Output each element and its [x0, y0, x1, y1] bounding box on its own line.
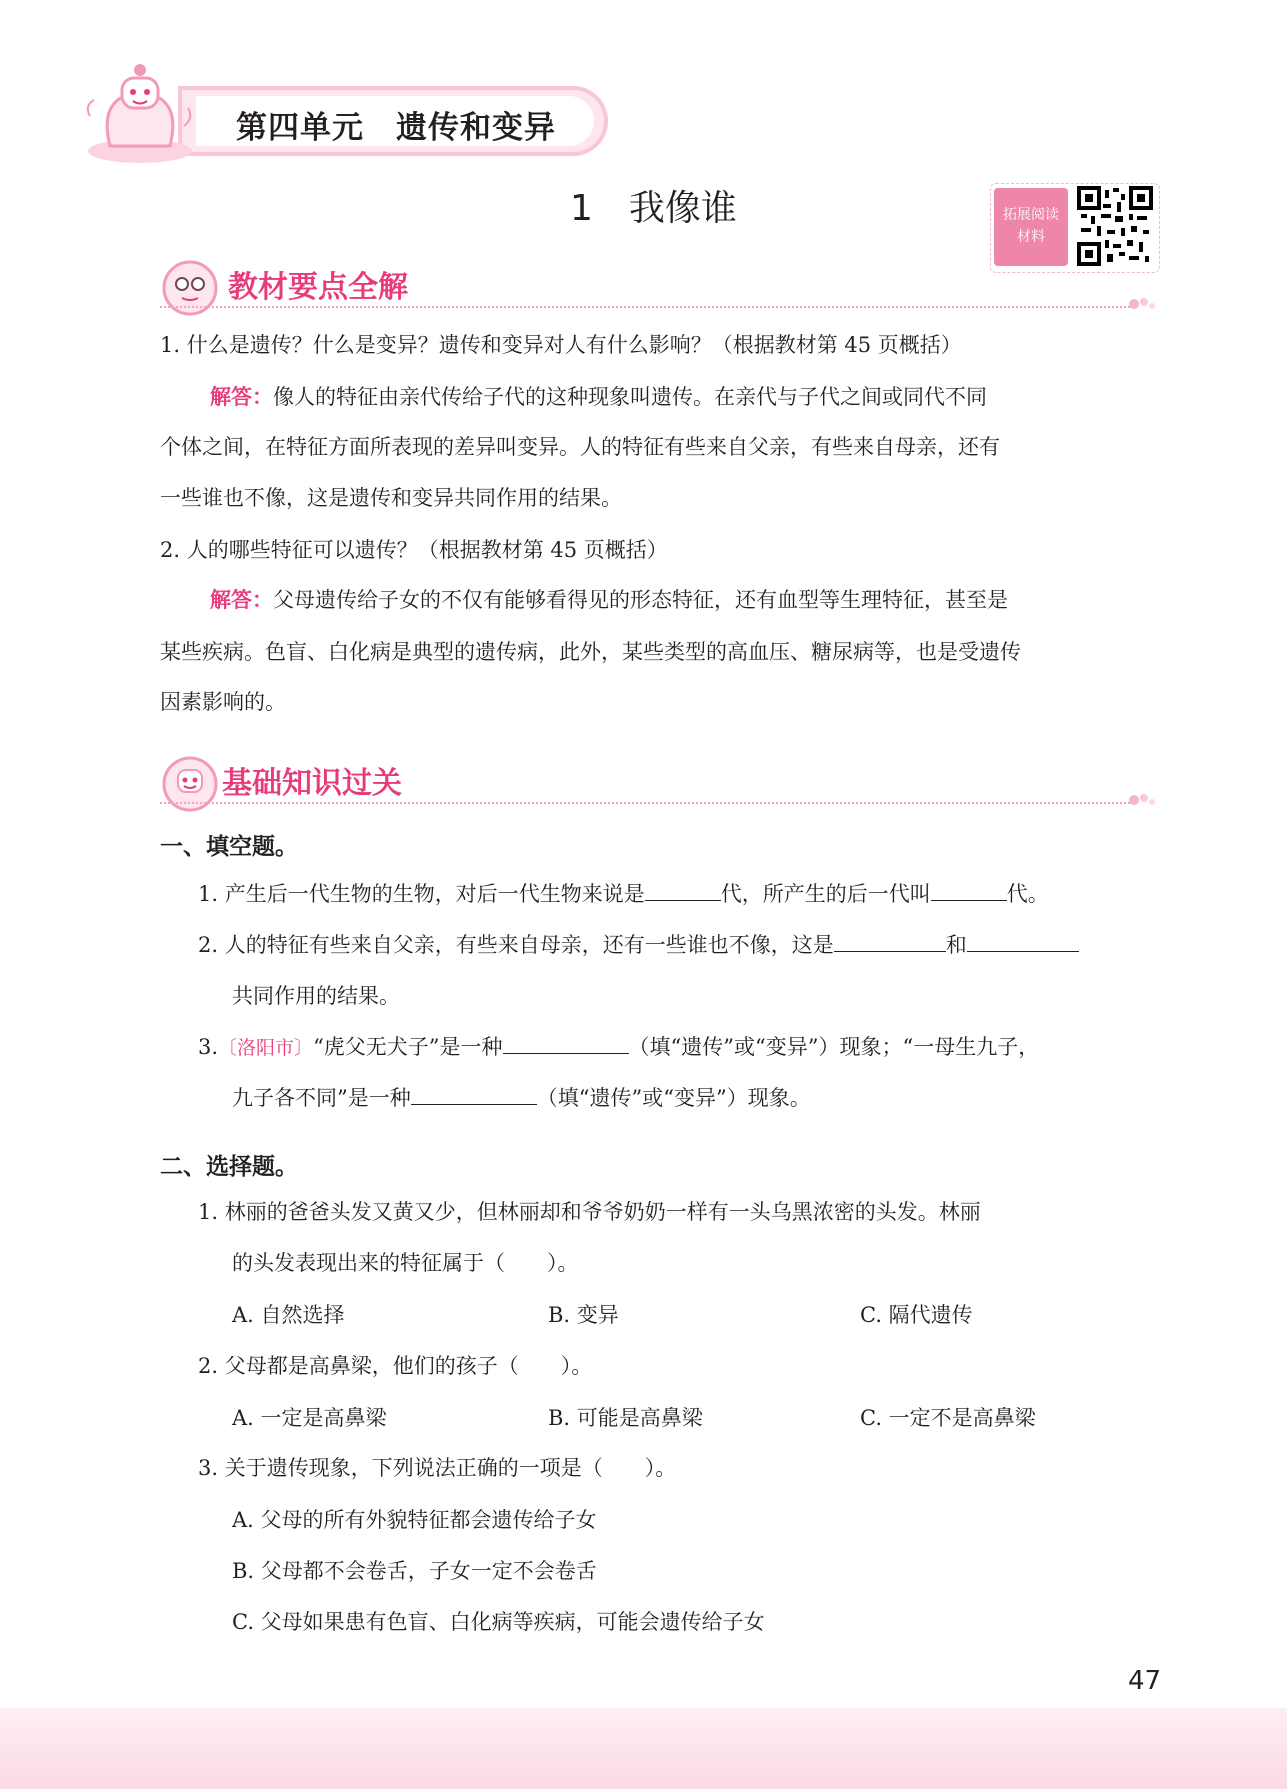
answer-label: 解答： [210, 385, 273, 409]
divider [160, 306, 1130, 308]
qr-code-icon[interactable] [1077, 186, 1153, 266]
footer-band [0, 1708, 1287, 1789]
page-number: 47 [1128, 1666, 1162, 1696]
option-a[interactable]: A. 父母的所有外貌特征都会遗传给子女 [232, 1508, 597, 1532]
answer-blank[interactable] [645, 880, 721, 901]
question-1: 1. 什么是遗传？什么是变异？遗传和变异对人有什么影响？（根据教材第 45 页概括） [160, 333, 962, 357]
answer-blank[interactable] [931, 880, 1007, 901]
option-c[interactable]: C. 一定不是高鼻梁 [860, 1406, 1036, 1430]
answer-blank[interactable] [411, 1084, 537, 1105]
dots-icon [1128, 294, 1158, 314]
answer-1-line-1: 解答：像人的特征由亲代传给子代的这种现象叫遗传。在亲代与子代之间或同代不同 [210, 385, 987, 409]
choice-heading: 二、选择题。 [160, 1154, 298, 1180]
fill-question-1: 1. 产生后一代生物的生物，对后一代生物来说是 代，所产生的后一代叫 代。 [198, 882, 1049, 906]
answer-2-line-1: 解答：父母遗传给子女的不仅有能够看得见的形态特征，还有血型等生理特征，甚至是 [210, 588, 1008, 612]
choice-question-1: 1. 林丽的爸爸头发又黄又少，但林丽却和爷爷奶奶一样有一头乌黑浓密的头发。林丽 [198, 1200, 981, 1224]
choice-question-3: 3. 关于遗传现象，下列说法正确的一项是（ ）。 [198, 1456, 677, 1480]
answer-1-line-2: 个体之间，在特征方面所表现的差异叫变异。人的特征有些来自父亲，有些来自母亲，还有 [160, 435, 1000, 459]
choice-question-2: 2. 父母都是高鼻梁，他们的孩子（ ）。 [198, 1354, 593, 1378]
extended-reading-label-2: 材料 [1017, 229, 1045, 245]
question-2: 2. 人的哪些特征可以遗传？（根据教材第 45 页概括） [160, 538, 668, 562]
option-a[interactable]: A. 自然选择 [232, 1303, 345, 1327]
divider [160, 802, 1130, 804]
answer-1-line-3: 一些谁也不像，这是遗传和变异共同作用的结果。 [160, 486, 622, 510]
option-c[interactable]: C. 隔代遗传 [860, 1303, 973, 1327]
extended-reading-button[interactable] [994, 188, 1068, 266]
fill-in-heading: 一、填空题。 [160, 834, 298, 860]
fill-question-2-line-2: 共同作用的结果。 [232, 984, 400, 1008]
fill-question-3-line-2: 九子各不同”是一种 （填“遗传”或“变异”）现象。 [232, 1086, 811, 1110]
answer-blank[interactable] [967, 931, 1079, 952]
unit-banner [178, 86, 608, 156]
answer-blank[interactable] [834, 931, 946, 952]
option-a[interactable]: A. 一定是高鼻梁 [232, 1406, 387, 1430]
answer-label: 解答： [210, 588, 273, 612]
option-b[interactable]: B. 可能是高鼻梁 [548, 1406, 703, 1430]
fill-question-2: 2. 人的特征有些来自父亲，有些来自母亲，还有一些谁也不像，这是 和 [198, 920, 1079, 971]
option-b[interactable]: B. 变异 [548, 1303, 619, 1327]
option-b[interactable]: B. 父母都不会卷舌，子女一定不会卷舌 [232, 1559, 597, 1583]
section-title-key-points: 教材要点全解 [228, 270, 408, 305]
section-title-basics: 基础知识过关 [222, 766, 402, 801]
fill-question-3: 3.〔洛阳市〕“虎父无犬子”是一种 （填“遗传”或“变异”）现象；“一母生九子， [198, 1035, 1040, 1059]
mascot-illustration [80, 56, 200, 166]
choice-question-1-line-2: 的头发表现出来的特征属于（ ）。 [232, 1251, 579, 1275]
unit-title: 第四单元 遗传和变异 [236, 110, 556, 146]
option-c[interactable]: C. 父母如果患有色盲、白化病等疾病，可能会遗传给子女 [232, 1610, 765, 1634]
answer-2-line-2: 某些疾病。色盲、白化病是典型的遗传病，此外，某些类型的高血压、糖尿病等，也是受遗传 [160, 640, 1021, 664]
extended-reading-label-1: 拓展阅读 [1003, 207, 1059, 223]
region-tag: 〔洛阳市〕 [218, 1037, 314, 1059]
answer-blank[interactable] [503, 1033, 629, 1054]
dots-icon [1128, 790, 1158, 810]
answer-2-line-3: 因素影响的。 [160, 690, 286, 714]
lesson-title: 1 我像谁 [570, 188, 737, 229]
